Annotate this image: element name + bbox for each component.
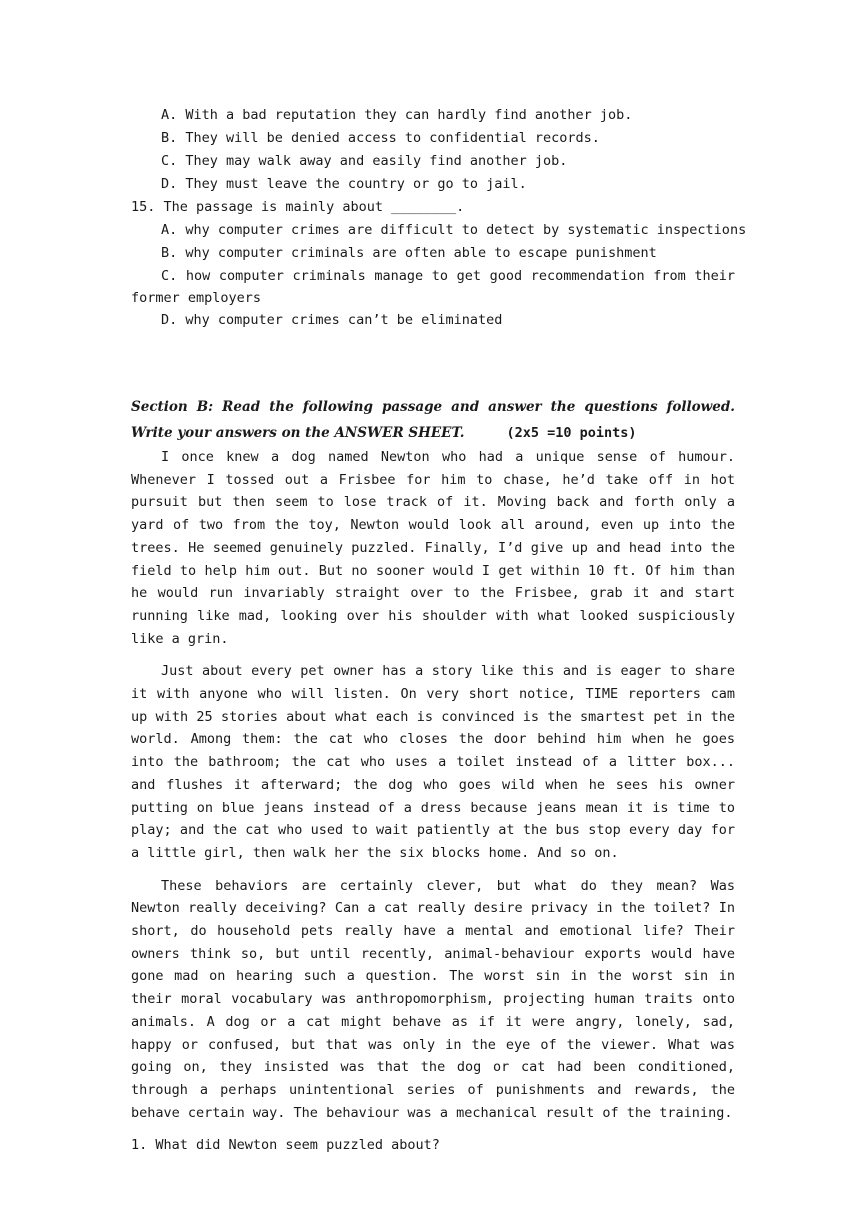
section-b-points: (2x5 =10 points) (506, 425, 637, 441)
q15-option-a: A. why computer crimes are difficult to detect by systematic inspections (161, 222, 747, 238)
q15-stem: 15. The passage is mainly about ________. (131, 199, 465, 215)
q15-option-d: D. why computer crimes can’t be eliminated (161, 312, 503, 328)
q14-options (131, 104, 735, 196)
question-15 (131, 196, 747, 332)
exam-page (131, 104, 747, 1157)
section-b-heading (131, 394, 735, 446)
q14-option-a: A. With a bad reputation they can hardly find another job. (161, 107, 633, 123)
question-1: 1. What did Newton seem puzzled about? (131, 1137, 440, 1154)
spacer (131, 332, 735, 394)
q15-option-b: B. why computer criminals are often able to escape punishment (161, 245, 657, 261)
passage-paragraph: Just about every pet owner has a story like this and is eager to share it with anyone who will listen. On very short notice, TIME reporters cam up with 25 stories about what each is convinced is the smartest pet in the world. Among them: the cat who closes the door behind him when he goes into the bathroom; the cat who uses a toilet instead of a litter box... and flushes it afterward; the dog who goes wild when he sees his owner putting on blue jeans instead of a dress because jeans mean it is time to play; and the cat who used to wait patiently at the bus stop every day for a little girl, then walk her the six blocks home. And so on. (131, 663, 735, 861)
passage-paragraph: These behaviors are certainly clever, but what do they mean? Was Newton really deceiving? Can a cat really desire privacy in the toilet? In short, do household pets really have a mental and emotional life? Their owners think so, but until recently, animal-behaviour exports would have gone mad on hearing such a question. The worst sin in the worst sin in their moral vocabulary was anthropomorphism, projecting human traits onto animals. A dog or a cat might behave as if it were angry, lonely, sad, happy or confused, but that was only in the eye of the viewer. What was going on, they insisted was that the dog or cat had been conditioned, through a perhaps unintentional series of punishments and rewards, the behave certain way. The behaviour was a mechanical result of the training. (131, 877, 735, 1121)
section-b-instruction: Section B: Read the following passage and answer the questions followed. Write your answers on the ANSWER SHEET. (131, 399, 735, 441)
reading-passage (131, 446, 735, 1124)
q15-option-c: C. how computer criminals manage to get good recommendation from their former employers (131, 268, 735, 306)
q14-option-b: B. They will be denied access to confidential records. (161, 130, 600, 146)
passage-paragraph: I once knew a dog named Newton who had a unique sense of humour. Whenever I tossed out a Frisbee for him to chase, he’d take off in hot pursuit but then seem to lose track of it. Moving back and forth only a yard of two from the toy, Newton would look all around, even up into the trees. He seemed genuinely puzzled. Finally, I’d give up and head into the field to help him out. But no sooner would I get within 10 ft. Of him than he would run invariably straight over to the Frisbee, grab it and start running like mad, looking over his shoulder with what looked suspiciously like a grin. (131, 449, 735, 647)
q14-option-d: D. They must leave the country or go to jail. (161, 176, 527, 192)
q14-option-c: C. They may walk away and easily find another job. (161, 153, 568, 169)
